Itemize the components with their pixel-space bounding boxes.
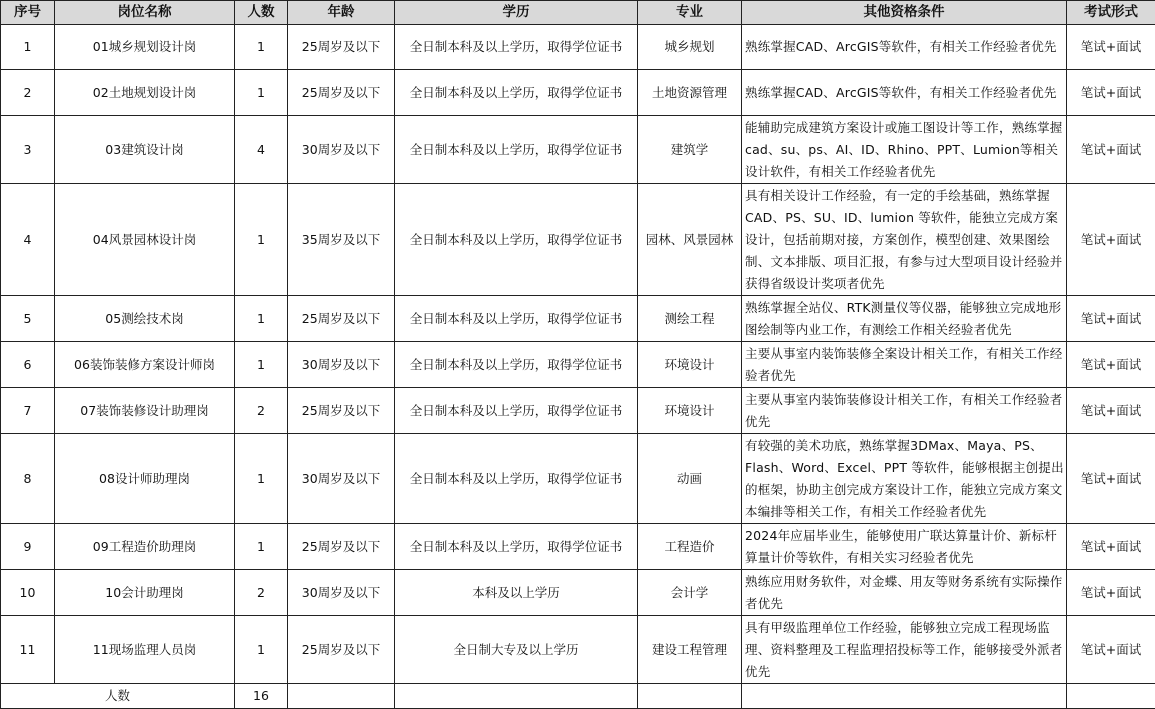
cell-title: 07装饰装修设计助理岗 — [55, 388, 235, 434]
cell-requirements: 熟练应用财务软件，对金蝶、用友等财务系统有实际操作者优先 — [742, 570, 1067, 616]
cell-count: 2 — [235, 570, 288, 616]
cell-no: 7 — [1, 388, 55, 434]
cell-exam: 笔试+面试 — [1067, 342, 1155, 388]
cell-education: 全日制本科及以上学历，取得学位证书 — [395, 342, 638, 388]
cell-major: 土地资源管理 — [638, 70, 742, 116]
cell-education: 全日制本科及以上学历，取得学位证书 — [395, 524, 638, 570]
cell-count: 1 — [235, 184, 288, 296]
cell-age: 30周岁及以下 — [288, 342, 395, 388]
cell-age: 30周岁及以下 — [288, 434, 395, 524]
cell-education: 全日制本科及以上学历，取得学位证书 — [395, 116, 638, 184]
footer-total: 16 — [235, 684, 288, 709]
cell-education: 全日制本科及以上学历，取得学位证书 — [395, 296, 638, 342]
cell-title: 06装饰装修方案设计师岗 — [55, 342, 235, 388]
empty-cell — [742, 684, 1067, 709]
cell-title: 11现场监理人员岗 — [55, 616, 235, 684]
cell-title: 10会计助理岗 — [55, 570, 235, 616]
cell-requirements: 有较强的美术功底，熟练掌握3DMax、Maya、PS、Flash、Word、Excel、PPT 等软件，能够根据主创提出的框架，协助主创完成方案设计工作，能独立完成方案文本编排等相关工作，有相关工作经验者优先 — [742, 434, 1067, 524]
cell-major: 工程造价 — [638, 524, 742, 570]
cell-major: 园林、风景园林 — [638, 184, 742, 296]
cell-count: 1 — [235, 434, 288, 524]
cell-age: 25周岁及以下 — [288, 70, 395, 116]
cell-requirements: 熟练掌握CAD、ArcGIS等软件，有相关工作经验者优先 — [742, 25, 1067, 70]
cell-no: 9 — [1, 524, 55, 570]
cell-age: 25周岁及以下 — [288, 524, 395, 570]
cell-age: 30周岁及以下 — [288, 116, 395, 184]
cell-no: 2 — [1, 70, 55, 116]
table-row — [1, 616, 1155, 684]
cell-requirements: 主要从事室内装饰装修全案设计相关工作，有相关工作经验者优先 — [742, 342, 1067, 388]
table-row — [1, 388, 1155, 434]
cell-no: 11 — [1, 616, 55, 684]
cell-no: 6 — [1, 342, 55, 388]
cell-requirements: 熟练掌握全站仪、RTK测量仪等仪器，能够独立完成地形图绘制等内业工作，有测绘工作相关经验者优先 — [742, 296, 1067, 342]
cell-major: 环境设计 — [638, 388, 742, 434]
table-row — [1, 570, 1155, 616]
header-row — [1, 1, 1155, 25]
footer-row — [1, 684, 1155, 709]
cell-major: 环境设计 — [638, 342, 742, 388]
cell-title: 04风景园林设计岗 — [55, 184, 235, 296]
cell-no: 1 — [1, 25, 55, 70]
cell-no: 3 — [1, 116, 55, 184]
cell-major: 建筑学 — [638, 116, 742, 184]
cell-title: 08设计师助理岗 — [55, 434, 235, 524]
cell-education: 全日制本科及以上学历，取得学位证书 — [395, 184, 638, 296]
table-row — [1, 296, 1155, 342]
cell-title: 02土地规划设计岗 — [55, 70, 235, 116]
cell-requirements: 能辅助完成建筑方案设计或施工图设计等工作，熟练掌握cad、su、ps、AI、ID、Rhino、PPT、Lumion等相关设计软件，有相关工作经验者优先 — [742, 116, 1067, 184]
cell-age: 30周岁及以下 — [288, 570, 395, 616]
footer-label: 人数 — [1, 684, 235, 709]
cell-exam: 笔试+面试 — [1067, 388, 1155, 434]
cell-count: 1 — [235, 524, 288, 570]
table-row — [1, 434, 1155, 524]
table-row — [1, 116, 1155, 184]
header-title: 岗位名称 — [55, 1, 235, 25]
header-count: 人数 — [235, 1, 288, 25]
table-row — [1, 70, 1155, 116]
cell-education: 本科及以上学历 — [395, 570, 638, 616]
cell-age: 25周岁及以下 — [288, 388, 395, 434]
cell-exam: 笔试+面试 — [1067, 570, 1155, 616]
cell-major: 城乡规划 — [638, 25, 742, 70]
cell-exam: 笔试+面试 — [1067, 434, 1155, 524]
cell-requirements: 具有相关设计工作经验，有一定的手绘基础，熟练掌握CAD、PS、SU、ID、lumion 等软件，能独立完成方案设计，包括前期对接，方案创作，模型创建、效果图绘制、文本排版、项目汇报，有参与过大型项目设计经验并获得省级设计奖项者优先 — [742, 184, 1067, 296]
empty-cell — [288, 684, 395, 709]
cell-education: 全日制本科及以上学历，取得学位证书 — [395, 25, 638, 70]
cell-exam: 笔试+面试 — [1067, 25, 1155, 70]
cell-count: 1 — [235, 616, 288, 684]
header-no: 序号 — [1, 1, 55, 25]
cell-count: 1 — [235, 296, 288, 342]
cell-education: 全日制大专及以上学历 — [395, 616, 638, 684]
cell-requirements: 主要从事室内装饰装修设计相关工作，有相关工作经验者优先 — [742, 388, 1067, 434]
cell-exam: 笔试+面试 — [1067, 116, 1155, 184]
cell-exam: 笔试+面试 — [1067, 184, 1155, 296]
cell-education: 全日制本科及以上学历，取得学位证书 — [395, 388, 638, 434]
header-education: 学历 — [395, 1, 638, 25]
cell-no: 5 — [1, 296, 55, 342]
empty-cell — [638, 684, 742, 709]
cell-no: 4 — [1, 184, 55, 296]
cell-exam: 笔试+面试 — [1067, 70, 1155, 116]
cell-exam: 笔试+面试 — [1067, 524, 1155, 570]
cell-age: 25周岁及以下 — [288, 296, 395, 342]
empty-cell — [395, 684, 638, 709]
cell-count: 1 — [235, 342, 288, 388]
cell-requirements: 2024年应届毕业生，能够使用广联达算量计价、新标杆算量计价等软件，有相关实习经验者优先 — [742, 524, 1067, 570]
header-requirements: 其他资格条件 — [742, 1, 1067, 25]
cell-exam: 笔试+面试 — [1067, 616, 1155, 684]
cell-age: 25周岁及以下 — [288, 25, 395, 70]
cell-count: 2 — [235, 388, 288, 434]
header-exam: 考试形式 — [1067, 1, 1155, 25]
cell-exam: 笔试+面试 — [1067, 296, 1155, 342]
cell-no: 8 — [1, 434, 55, 524]
cell-requirements: 具有甲级监理单位工作经验，能够独立完成工程现场监理、资料整理及工程监理招投标等工作，能够接受外派者优先 — [742, 616, 1067, 684]
cell-age: 25周岁及以下 — [288, 616, 395, 684]
cell-title: 03建筑设计岗 — [55, 116, 235, 184]
empty-cell — [1067, 684, 1155, 709]
cell-requirements: 熟练掌握CAD、ArcGIS等软件，有相关工作经验者优先 — [742, 70, 1067, 116]
cell-education: 全日制本科及以上学历，取得学位证书 — [395, 70, 638, 116]
cell-title: 01城乡规划设计岗 — [55, 25, 235, 70]
table-row — [1, 524, 1155, 570]
cell-count: 4 — [235, 116, 288, 184]
cell-count: 1 — [235, 70, 288, 116]
cell-title: 05测绘技术岗 — [55, 296, 235, 342]
header-major: 专业 — [638, 1, 742, 25]
cell-major: 动画 — [638, 434, 742, 524]
cell-major: 测绘工程 — [638, 296, 742, 342]
cell-major: 会计学 — [638, 570, 742, 616]
cell-count: 1 — [235, 25, 288, 70]
header-age: 年龄 — [288, 1, 395, 25]
table-row — [1, 184, 1155, 296]
cell-major: 建设工程管理 — [638, 616, 742, 684]
cell-age: 35周岁及以下 — [288, 184, 395, 296]
cell-title: 09工程造价助理岗 — [55, 524, 235, 570]
table-row — [1, 342, 1155, 388]
cell-no: 10 — [1, 570, 55, 616]
table-row — [1, 25, 1155, 70]
cell-education: 全日制本科及以上学历，取得学位证书 — [395, 434, 638, 524]
